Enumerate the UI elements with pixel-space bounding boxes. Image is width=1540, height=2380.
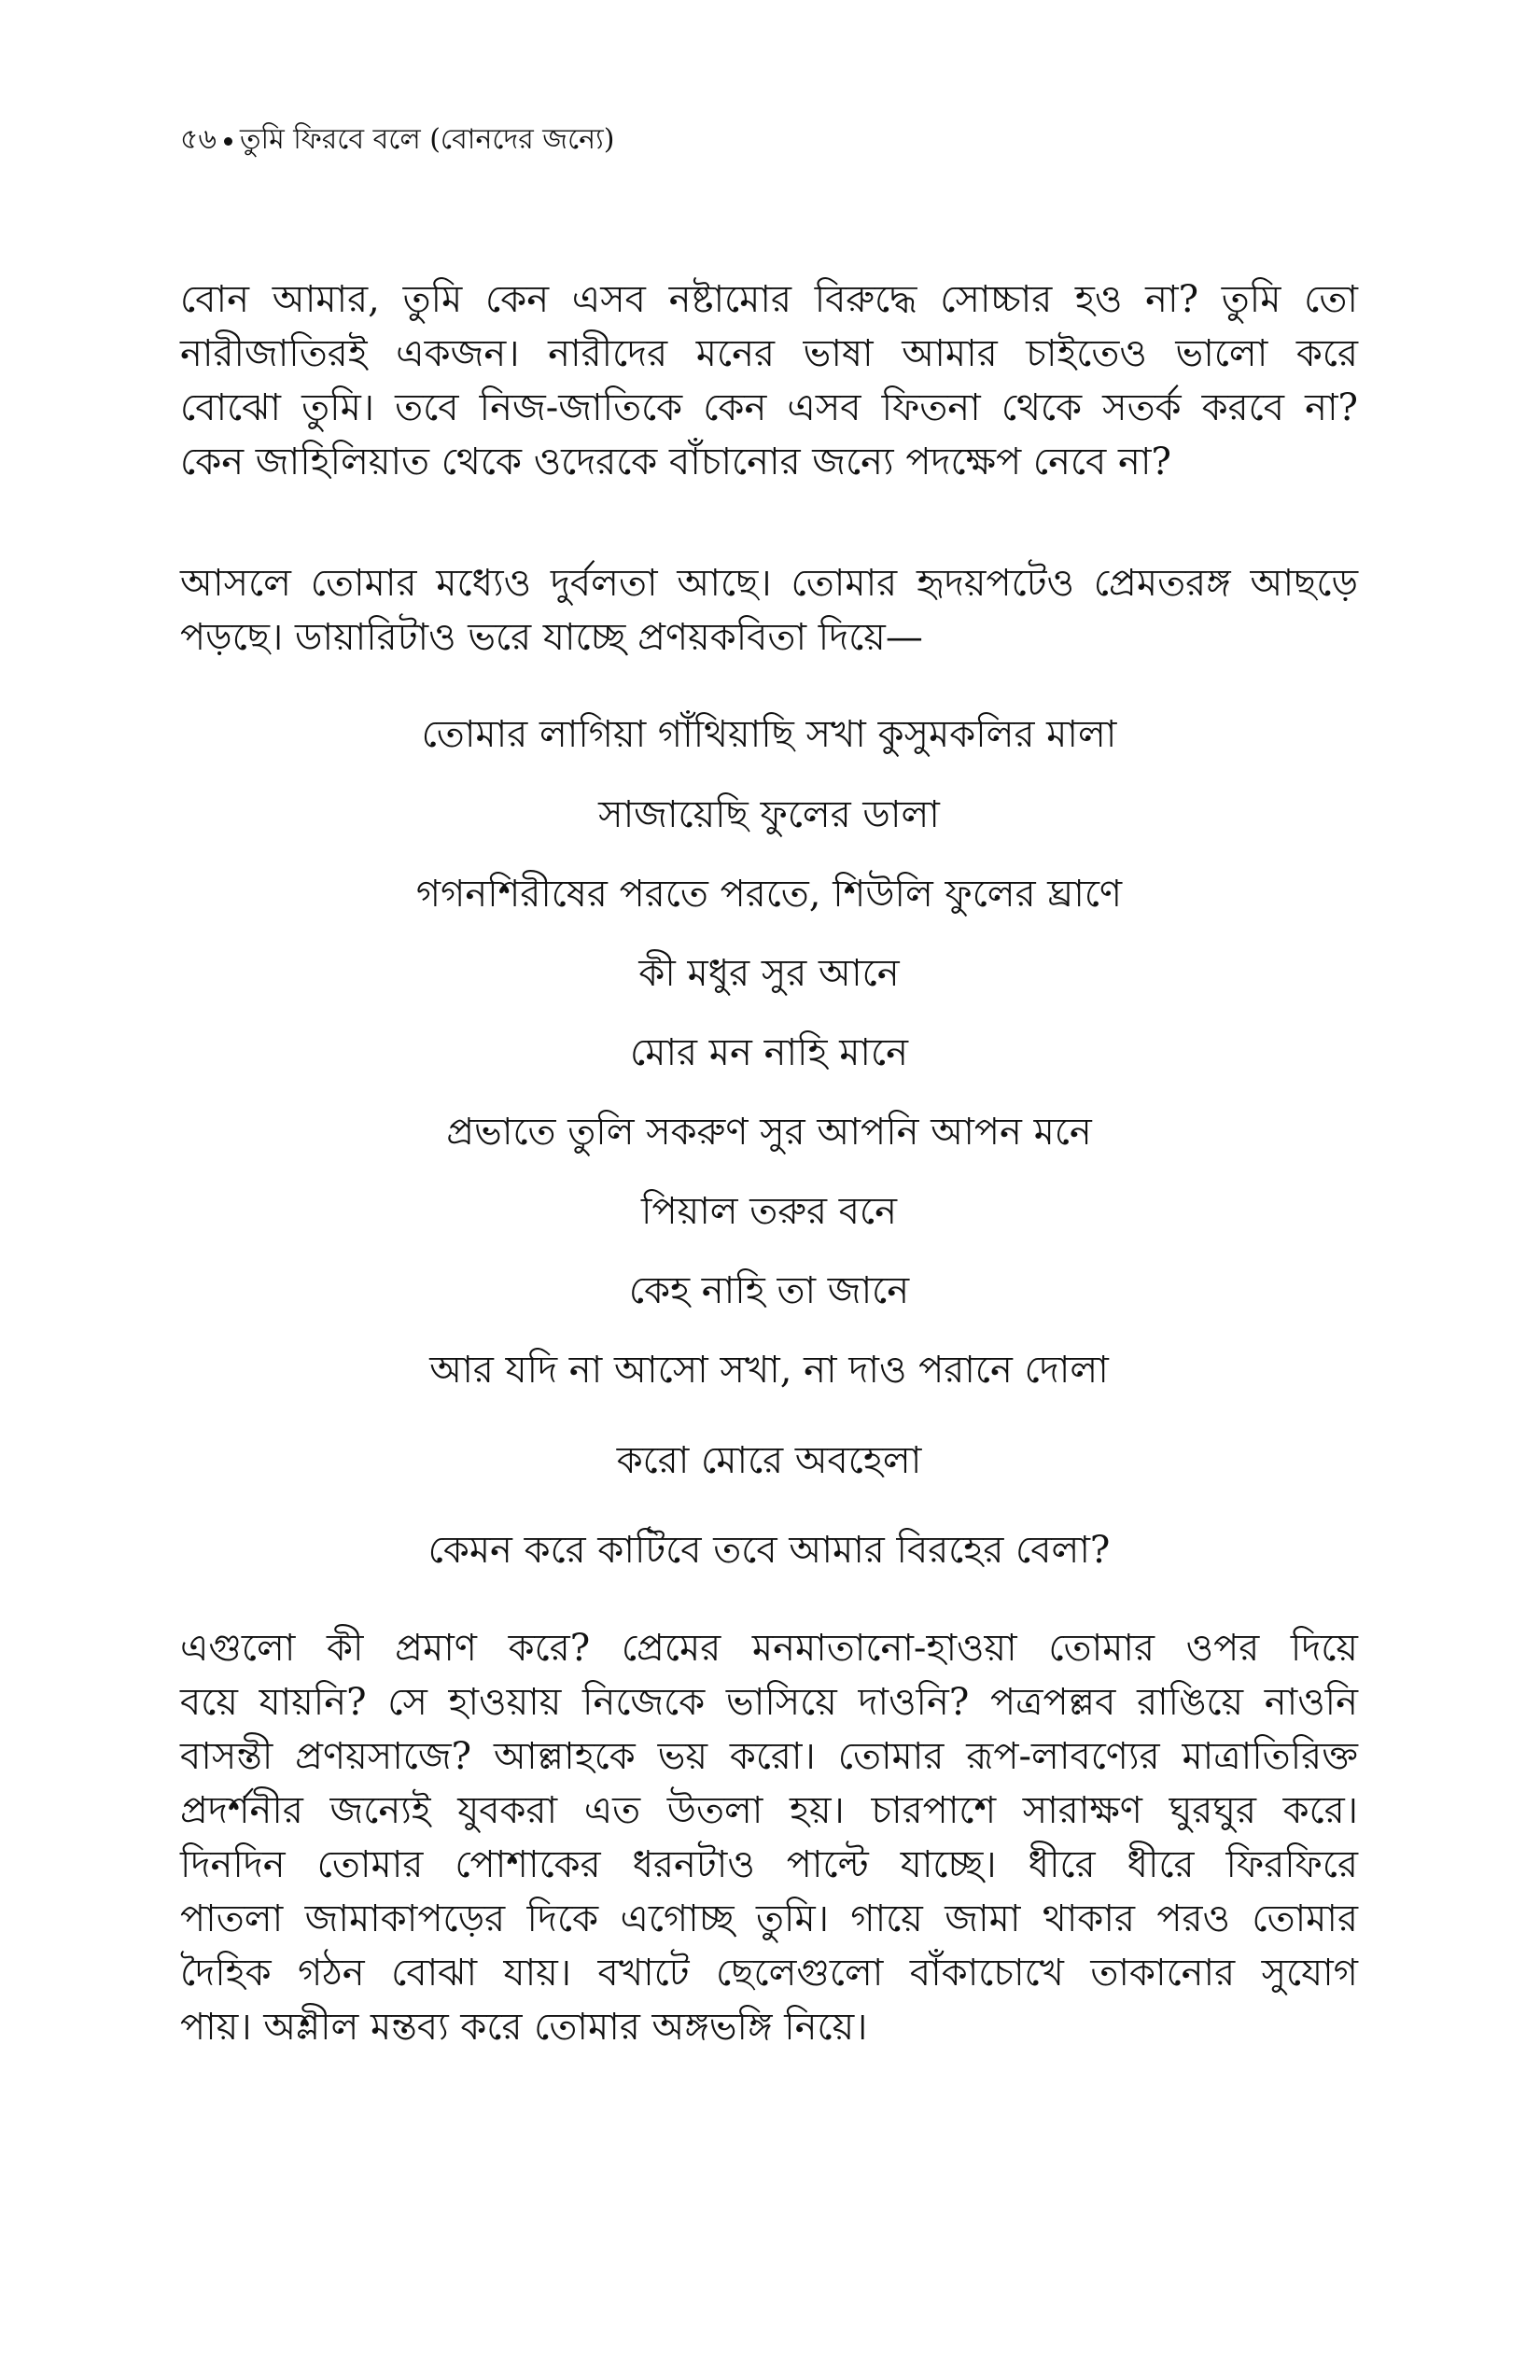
paragraph-line: বাসন্তী প্রণয়সাজে? আল্লাহকে ভয় করো। তোমার রূপ-লাবণ্যের মাত্রাতিরিক্ত bbox=[180, 1735, 1358, 1778]
paragraph-2 bbox=[180, 556, 1358, 665]
paragraph-line: প্রদর্শনীর জন্যেই যুবকরা এত উতলা হয়। চারপাশে সারাক্ষণ ঘুরঘুর করে। bbox=[180, 1789, 1358, 1832]
poem-line: গগনশিরীষের পরতে পরতে, শিউলি ফুলের ঘ্রাণে bbox=[415, 873, 1123, 916]
book-title: তুমি ফিরবে বলে (বোনদের জন্যে) bbox=[239, 123, 615, 156]
paragraph-line: এগুলো কী প্রমাণ করে? প্রেমের মনমাতানো-হাওয়া তোমার ওপর দিয়ে bbox=[180, 1627, 1358, 1670]
paragraph-line: পাতলা জামাকাপড়ের দিকে এগোচ্ছ তুমি। গায়ে জামা থাকার পরও তোমার bbox=[180, 1897, 1358, 1940]
paragraph-1 bbox=[180, 273, 1358, 489]
paragraph-line: বোন আমার, তুমি কেন এসব নষ্টামোর বিরুদ্ধে সোচ্চার হও না? তুমি তো bbox=[180, 278, 1358, 321]
poem-line: করো মোরে অবহেলা bbox=[616, 1439, 922, 1482]
paragraph-line: কেন জাহিলিয়াত থেকে ওদেরকে বাঁচানোর জন্যে পদক্ষেপ নেবে না? bbox=[180, 441, 1171, 483]
poem-line: পিয়াল তরুর বনে bbox=[641, 1190, 897, 1233]
paragraph-3 bbox=[180, 1621, 1358, 2054]
poem-line: সাজায়েছি ফুলের ডালা bbox=[598, 793, 940, 836]
poem-line: কী মধুর সুর আনে bbox=[638, 952, 900, 995]
page-number: ৫৬ bbox=[180, 123, 217, 156]
poem-line: মোর মন নাহি মানে bbox=[630, 1031, 908, 1074]
paragraph-line: নারীজাতিরই একজন। নারীদের মনের ভাষা আমার চাইতেও ভালো করে bbox=[180, 332, 1358, 375]
paragraph-line: আসলে তোমার মধ্যেও দুর্বলতা আছে। তোমার হৃদয়পটেও প্রেমতরঙ্গ আছড়ে bbox=[180, 562, 1358, 605]
paragraph-line: দৈহিক গঠন বোঝা যায়। বখাটে ছেলেগুলো বাঁকাচোখে তাকানোর সুযোগ bbox=[180, 1952, 1358, 1995]
poem-line: কেহ নাহি তা জানে bbox=[628, 1269, 910, 1312]
poem-line: আর যদি না আসো সখা, না দাও পরানে দোলা bbox=[429, 1349, 1109, 1392]
running-header bbox=[180, 121, 614, 159]
paragraph-line: বয়ে যায়নি? সে হাওয়ায় নিজেকে ভাসিয়ে দাওনি? পত্রপল্লব রাঙিয়ে নাওনি bbox=[180, 1681, 1358, 1724]
poem-line: প্রভাতে তুলি সকরুণ সুর আপনি আপন মনে bbox=[446, 1111, 1092, 1154]
paragraph-line: দিনদিন তোমার পোশাকের ধরনটাও পাল্টে যাচ্ছে। ধীরে ধীরে ফিরফিরে bbox=[180, 1843, 1358, 1886]
poem-line: তোমার লাগিয়া গাঁথিয়াছি সখা কুসুমকলির মালা bbox=[421, 713, 1117, 756]
paragraph-line: পড়ছে। ডায়ারিটাও ভরে যাচ্ছে প্রণয়কবিতা দিয়ে— bbox=[180, 616, 923, 659]
poem-line: কেমন করে কাটিবে তবে আমার বিরহের বেলা? bbox=[427, 1529, 1111, 1572]
bullet-separator-icon bbox=[224, 137, 232, 146]
paragraph-line: বোঝো তুমি। তবে নিজ-জাতিকে কেন এসব ফিতনা থেকে সতর্ক করবে না? bbox=[180, 386, 1358, 429]
paragraph-line: পায়। অশ্লীল মন্তব্য করে তোমার অঙ্গভঙ্গি নিয়ে। bbox=[180, 2006, 868, 2049]
